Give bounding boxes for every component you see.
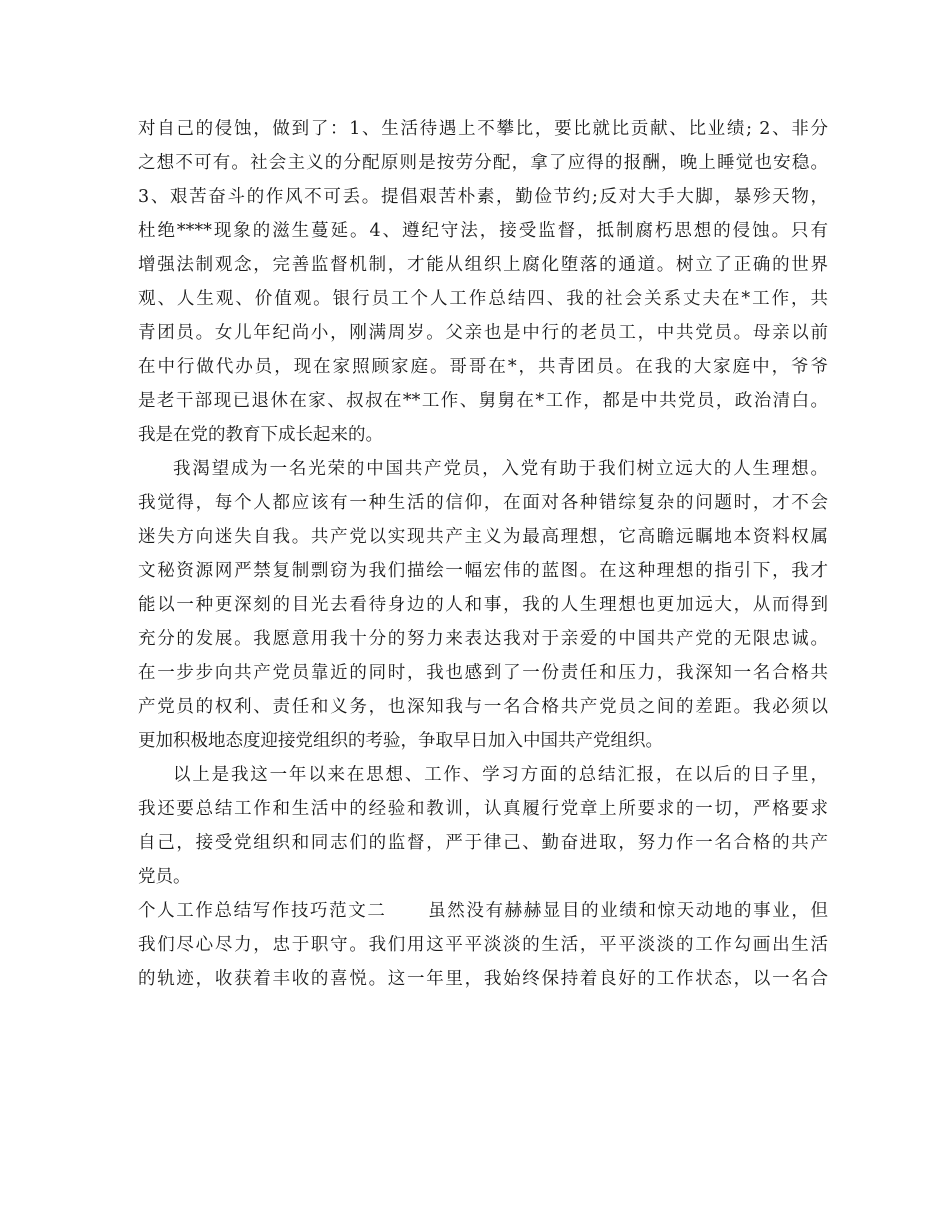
text-line: 我是在党的教育下成长起来的。 xyxy=(138,425,383,445)
section-title: 个人工作总结写作技巧范文二 xyxy=(138,901,387,921)
text-line: 迷失方向迷失自我。共产党以实现共产主义为最高理想，它高瞻远瞩地本资料权属 xyxy=(138,527,828,547)
section-heading-line xyxy=(138,894,828,928)
text-line: 在中行做代办员，现在家照顾家庭。哥哥在*，共青团员。在我的大家庭中，爷爷 xyxy=(138,357,828,377)
text-line: 我觉得，每个人都应该有一种生活的信仰，在面对各种错综复杂的问题时，才不会 xyxy=(138,493,828,513)
text-line: 更加积极地态度迎接党组织的考验，争取早日加入中国共产党组织。 xyxy=(138,731,663,751)
document-body xyxy=(138,112,828,996)
text-line: 产党员的权利、责任和义务，也深知我与一名合格共产党员之间的差距。我必须以 xyxy=(138,697,828,717)
text-line: 增强法制观念，完善监督机制，才能从组织上腐化堕落的通道。树立了正确的世界 xyxy=(138,255,828,275)
body-text xyxy=(138,112,828,894)
text-line: 文秘资源网严禁复制剽窃为我们描绘一幅宏伟的蓝图。在这种理想的指引下，我才 xyxy=(138,561,828,581)
text-line: 3、艰苦奋斗的作风不可丢。提倡艰苦朴素，勤俭节约;反对大手大脚，暴殄天物， xyxy=(138,187,828,207)
text-line: 充分的发展。我愿意用我十分的努力来表达我对于亲爱的中国共产党的无限忠诚。 xyxy=(138,629,828,649)
text-line: 我还要总结工作和生活中的经验和教训，认真履行党章上所要求的一切，严格要求 xyxy=(138,799,828,819)
text-line: 是老干部现已退休在家、叔叔在**工作、舅舅在*工作，都是中共党员，政治清白。 xyxy=(138,391,828,411)
section-body-text xyxy=(138,928,828,996)
text-line: 的轨迹，收获着丰收的喜悦。这一年里，我始终保持着良好的工作状态，以一名合 xyxy=(138,969,828,989)
text-line: 青团员。女儿年纪尚小，刚满周岁。父亲也是中行的老员工，中共党员。母亲以前 xyxy=(138,323,828,343)
text-line: 自己，接受党组织和同志们的监督，严于律己、勤奋进取，努力作一名合格的共产 xyxy=(138,833,828,853)
section-intro-text: 虽然没有赫赫显目的业绩和惊天动地的事业，但 xyxy=(426,901,829,921)
text-line: 对自己的侵蚀，做到了：1、生活待遇上不攀比，要比就比贡献、比业绩; 2、非分 xyxy=(138,119,828,139)
text-line: 在一步步向共产党员靠近的同时，我也感到了一份责任和压力，我深知一名合格共 xyxy=(138,663,828,683)
text-line: 我渴望成为一名光荣的中国共产党员，入党有助于我们树立远大的人生理想。 xyxy=(173,459,828,479)
text-line: 党员。 xyxy=(138,867,191,887)
text-line: 之想不可有。社会主义的分配原则是按劳分配，拿了应得的报酬，晚上睡觉也安稳。 xyxy=(138,153,828,173)
text-line: 以上是我这一年以来在思想、工作、学习方面的总结汇报，在以后的日子里， xyxy=(173,765,828,785)
text-line: 观、人生观、价值观。银行员工个人工作总结四、我的社会关系丈夫在*工作，共 xyxy=(138,289,828,309)
text-line: 能以一种更深刻的目光去看待身边的人和事，我的人生理想也更加远大，从而得到 xyxy=(138,595,828,615)
text-line: 杜绝****现象的滋生蔓延。4、遵纪守法，接受监督，抵制腐朽思想的侵蚀。只有 xyxy=(138,221,828,241)
text-line: 我们尽心尽力，忠于职守。我们用这平平淡淡的生活，平平淡淡的工作勾画出生活 xyxy=(138,935,828,955)
